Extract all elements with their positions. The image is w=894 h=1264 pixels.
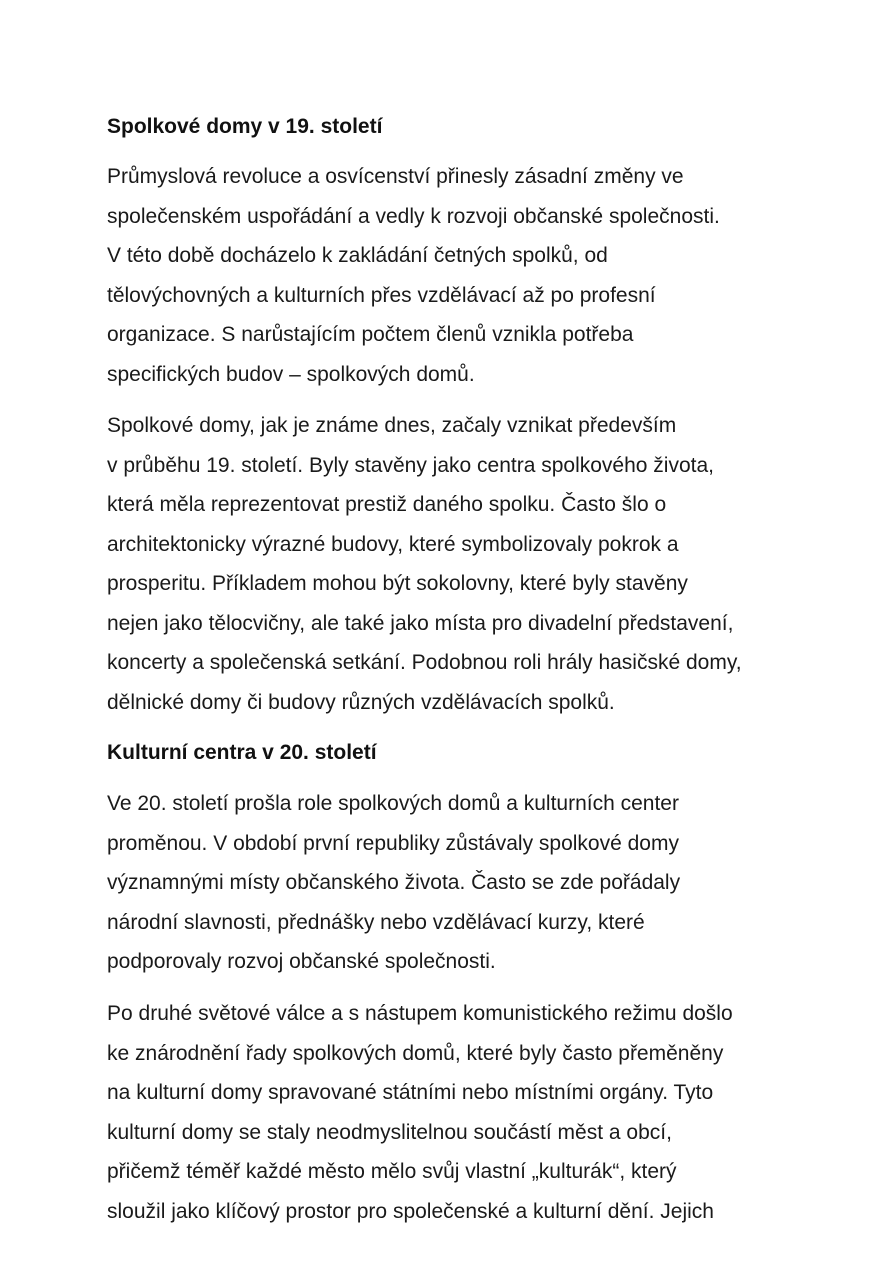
text-line: specifických budov – spolkových domů.	[107, 362, 475, 386]
text-line: v průběhu 19. století. Byly stavěny jako centra spolkového života,	[107, 453, 715, 477]
text-line: Průmyslová revoluce a osvícenství přinesly zásadní změny ve	[107, 165, 684, 188]
text-line: Spolkové domy, jak je známe dnes, začaly vznikat především	[107, 414, 677, 437]
text-line: národní slavnosti, přednášky nebo vzdělávací kurzy, které	[107, 910, 645, 934]
text-line: přičemž téměř každé město mělo svůj vlastní „kulturák“, který	[107, 1160, 677, 1183]
text-line: společenském uspořádání a vedly k rozvoji občanské společnosti.	[107, 204, 720, 228]
text-line: podporovaly rozvoj občanské společnosti.	[107, 950, 496, 973]
section-heading: Kulturní centra v 20. století	[107, 741, 377, 764]
text-line: prosperitu. Příkladem mohou být sokolovny, které byly stavěny	[107, 572, 688, 595]
text-line: V této době docházelo k zakládání četných spolků, od	[107, 244, 608, 267]
text-line: nejen jako tělocvičny, ale také jako místa pro divadelní představení,	[107, 611, 734, 635]
text-line: Po druhé světové válce a s nástupem komunistického režimu došlo	[107, 1002, 733, 1025]
paragraph	[107, 406, 742, 722]
paragraph	[107, 994, 733, 1231]
paragraph	[107, 157, 720, 394]
text-line: významnými místy občanského života. Často se zde pořádaly	[107, 871, 681, 894]
text-line: kulturní domy se staly neodmyslitelnou součástí měst a obcí,	[107, 1120, 672, 1144]
text-line: tělovýchovných a kulturních přes vzdělávací až po profesní	[107, 283, 656, 307]
text-line: proměnou. V období první republiky zůstávaly spolkové domy	[107, 831, 679, 855]
text-line: architektonicky výrazné budovy, které symbolizovaly pokrok a	[107, 532, 679, 556]
section-heading: Spolkové domy v 19. století	[107, 115, 383, 138]
text-line: koncerty a společenská setkání. Podobnou roli hrály hasičské domy,	[107, 651, 742, 674]
text-line: organizace. S narůstajícím počtem členů vznikla potřeba	[107, 323, 634, 346]
text-line: Ve 20. století prošla role spolkových domů a kulturních center	[107, 792, 679, 815]
text-line: dělnické domy či budovy různých vzdělávacích spolků.	[107, 690, 615, 714]
paragraph	[107, 784, 680, 982]
text-line: která měla reprezentovat prestiž daného spolku. Často šlo o	[107, 493, 667, 516]
text-line: ke znárodnění řady spolkových domů, které byly často přeměněny	[107, 1041, 724, 1065]
text-line: na kulturní domy spravované státními nebo místními orgány. Tyto	[107, 1081, 714, 1104]
text-line: sloužil jako klíčový prostor pro společenské a kulturní dění. Jejich	[107, 1199, 714, 1223]
